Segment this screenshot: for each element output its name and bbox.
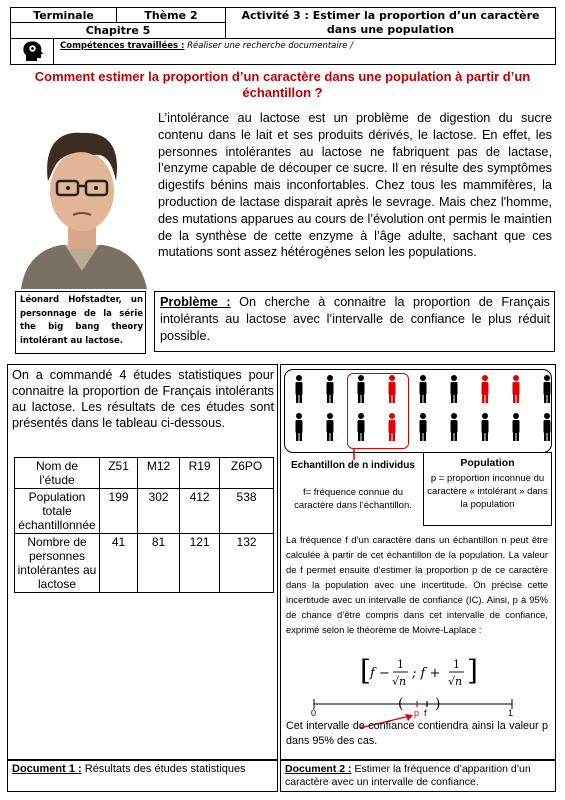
probleme-text-block: [160, 294, 550, 345]
svg-text:1: 1: [397, 658, 404, 671]
header-activity: Activité 3 : Estimer la proportion d’un caractère dans une population: [225, 7, 556, 39]
results-table: [14, 457, 274, 593]
probleme-label: Problème :: [160, 295, 231, 309]
table-cell: 199: [100, 489, 138, 534]
table-header-cell: Z51: [100, 458, 138, 489]
person-figure: [296, 413, 303, 441]
table-cell: 538: [220, 489, 274, 534]
table-cell: 41: [100, 534, 138, 593]
axis-f-label: f: [424, 708, 427, 718]
sample-desc: f= fréquence connue du caractère dans l’échantillon.: [294, 487, 412, 511]
table-row: [15, 534, 274, 593]
table-row: [15, 489, 274, 534]
axis-zero-label: 0: [311, 708, 317, 718]
doc1-text: On a commandé 4 études statistiques pour connaitre la proportion de Français intolérants au lactose. Les résultats de ces études sont présentés dans le tableau ci-dessous.: [12, 368, 274, 430]
doc2-paragraph: La fréquence f d’un caractère dans un échantillon n peut être calculée à partir de cet échantillon de la population. La valeur de f permet ensuite d’estimer la proportion p de ce caractère dans la population avec une incertitude. On précise cette incertitude avec un intervalle de confiance (IC). Ainsi, p à 95% de chance d’être compris dans cet intervalle de confiance, exprimé selon le théorème de Moivre-Laplace :: [286, 534, 548, 635]
svg-text:; f +: ; f +: [412, 666, 441, 681]
person-figure: [513, 413, 520, 441]
person-figure: [327, 375, 334, 403]
character-photo: [13, 111, 151, 289]
table-header-cell: Nom de l’étude: [15, 458, 100, 489]
svg-text:): ): [435, 696, 441, 712]
person-figure: [544, 375, 551, 403]
table-row-label: Population totale échantillonnée: [15, 489, 100, 534]
person-figure: [358, 413, 365, 441]
table-cell: 132: [220, 534, 274, 593]
table-cell: 412: [180, 489, 220, 534]
doc2-footer-label: Document 2 :: [285, 763, 352, 775]
svg-text:(: (: [398, 696, 404, 712]
doc2-footer-text: [285, 763, 551, 789]
person-figure: [451, 413, 458, 441]
person-figure: [482, 375, 489, 403]
population-figures: [284, 369, 552, 453]
svg-text:1: 1: [453, 658, 460, 671]
svg-text:√n: √n: [448, 675, 463, 688]
axis-one-label: 1: [508, 708, 514, 718]
table-row-label: Nombre de personnes intolérantes au lactose: [15, 534, 100, 593]
axis-p-label: p: [414, 708, 420, 718]
doc2-conclusion: Cet intervalle de confiance contiendra ainsi la valeur p dans 95% des cas.: [286, 720, 548, 747]
header-theme: Thème 2: [116, 7, 226, 23]
page-title: Comment estimer la proportion d’un caractère dans une population à partir d’un échantillon ?: [34, 69, 531, 100]
svg-text:f −: f −: [370, 666, 390, 681]
header-chapter: Chapitre 5: [10, 22, 226, 39]
doc1-footer-text: [12, 763, 246, 775]
person-figure: [420, 375, 427, 403]
person-figure: [296, 375, 303, 403]
table-header-cell: R19: [180, 458, 220, 489]
person-figure: [389, 413, 396, 441]
svg-text:]: ]: [467, 654, 478, 687]
doc2-footer-value: Estimer la fréquence d’apparition d’un caractère avec un intervalle de confiance.: [285, 763, 531, 788]
probleme-text: On cherche à connaitre la proportion de Français intolérants au lactose avec l’intervalle de confiance le plus réduit possible.: [160, 295, 550, 343]
skills-label: Compétences travaillées :: [60, 41, 185, 51]
svg-text:[: [: [360, 654, 371, 687]
table-cell: 121: [180, 534, 220, 593]
person-figure: [451, 375, 458, 403]
table-cell: 302: [138, 489, 180, 534]
head-brain-icon: [22, 40, 44, 63]
table-header-cell: Z6PO: [220, 458, 274, 489]
population-desc: p = proportion inconnue du caractère « intolérant » dans la population: [427, 473, 548, 510]
skills-value: Réaliser une recherche documentaire /: [187, 41, 354, 51]
confidence-interval-formula: [360, 652, 480, 692]
photo-caption: Léonard Hofstadter, un personnage de la série the big bang theory intolérant au lactose.: [20, 295, 143, 346]
sample-title: Echantillon de n individus: [291, 460, 415, 471]
person-figure: [327, 413, 334, 441]
table-header-row: [15, 458, 274, 489]
person-figure: [513, 375, 520, 403]
svg-text:√n: √n: [392, 675, 407, 688]
doc1-footer-value: Résultats des études statistiques: [84, 763, 246, 775]
table-cell: 81: [138, 534, 180, 593]
header-level: Terminale: [10, 7, 117, 23]
doc1-footer-label: Document 1 :: [12, 763, 82, 775]
table-header-cell: M12: [138, 458, 180, 489]
person-figure: [544, 413, 551, 441]
person-figure: [420, 413, 427, 441]
person-figure: [389, 375, 396, 403]
population-title: Population: [460, 457, 515, 469]
person-figure: [482, 413, 489, 441]
intro-text: L’intolérance au lactose est un problème de digestion du sucre contenu dans le lait et ses produits dérivés, le lactose. En effet, les personnes intolérantes au lactose ne fabriquent pas de lactase, l’enzyme capable de découper ce sucre. Il en résulte des symptômes digestifs bénins mais inconfortables. Chez tous les mammifères, la production de lactase disparait après le sevrage. Mais chez l'homme, des mutations apparues au cours de l’évolution ont permis le maintien de la synthèse de cette enzyme à l’âge adulte, sachant que ces mutations sont assez hétérogènes selon les populations.: [158, 111, 552, 260]
person-figure: [358, 375, 365, 403]
skills-line: [60, 41, 353, 51]
